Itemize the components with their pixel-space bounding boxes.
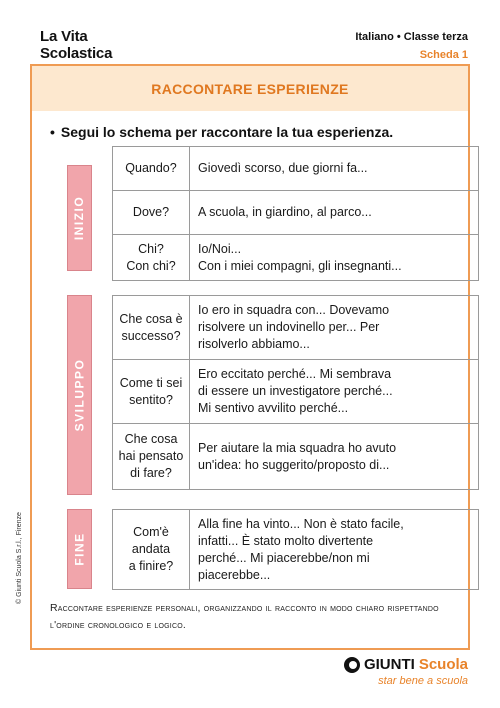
question-line: Com'è: [133, 525, 169, 539]
answer-cell: [190, 424, 479, 490]
question-line: Quando?: [125, 161, 177, 175]
brand-name: [344, 656, 468, 673]
logo-line-1: La Vita: [40, 28, 88, 45]
bullet-icon: •: [50, 124, 55, 140]
answer-line: A scuola, in giardino, al parco...: [198, 205, 372, 219]
answer-cell: [190, 191, 479, 235]
section-label-text: SVILUPPO: [72, 358, 87, 432]
answer-line: Giovedì scorso, due giorni fa...: [198, 161, 368, 175]
question-line: Chi?: [138, 241, 164, 256]
table-row: [113, 235, 479, 281]
table-row: [113, 191, 479, 235]
answer-line: di essere un investigatore perché...: [198, 384, 393, 398]
question-line: Come ti sei: [119, 375, 183, 390]
instruction: [50, 124, 393, 140]
brand-name-part1: GIUNTI: [363, 656, 415, 673]
section-label-fine: [67, 509, 92, 589]
learning-objective: Raccontare esperienze personali, organizzando il racconto in modo chiaro rispettando l'ordine cronologico e logico.: [50, 602, 439, 631]
copyright: © Giunti Scuola S.r.l., Firenze: [16, 512, 23, 604]
worksheet-title: RACCONTARE ESPERIENZE: [151, 80, 349, 97]
instruction-text: Segui lo schema per raccontare la tua esperienza.: [60, 124, 394, 140]
question-line: Che cosa: [124, 432, 178, 446]
answer-line: perché... Mi piacerebbe/non mi: [198, 550, 370, 565]
question-line: successo?: [121, 328, 181, 343]
answer-line: piacerebbe...: [198, 567, 271, 582]
section-label-text: INIZIO: [72, 195, 87, 241]
answer-cell: [190, 296, 479, 360]
table-row: [113, 510, 479, 590]
title-band: [32, 66, 468, 111]
brand-slogan: star bene a scuola: [378, 675, 468, 687]
section-label-text: FINE: [72, 532, 87, 566]
magazine-logo: [40, 28, 112, 62]
answer-line: Per aiutare la mia squadra ho avuto: [198, 440, 397, 455]
subject-label: Italiano • Classe terza: [355, 31, 468, 43]
answer-line: Io/Noi...: [198, 241, 242, 256]
answer-cell: [190, 510, 479, 590]
section-table-sviluppo: [112, 295, 479, 490]
table-row: [113, 360, 479, 424]
answer-line: Con i miei compagni, gli insegnanti...: [198, 258, 402, 273]
question-cell: [113, 360, 190, 424]
question-line: andata: [131, 542, 171, 556]
table-row: [113, 296, 479, 360]
answer-line: infatti... È stato molto divertente: [198, 533, 374, 548]
answer-line: Io ero in squadra con... Dovevamo: [198, 303, 390, 317]
answer-line: un'idea: ho suggerito/proposto di...: [198, 457, 390, 472]
section-label-sviluppo: [67, 295, 92, 495]
publisher-brand: [344, 656, 468, 687]
answer-cell: [190, 147, 479, 191]
brand-name-part2: Scuola: [418, 656, 468, 673]
question-line: Dove?: [132, 205, 170, 219]
answer-cell: [190, 235, 479, 281]
question-line: Che cosa è: [119, 311, 183, 326]
question-line: hai pensato: [118, 449, 184, 463]
question-line: Con chi?: [126, 258, 176, 273]
logo-line-2: Scolastica: [40, 45, 113, 62]
question-line: a finire?: [128, 559, 174, 573]
question-cell: [113, 235, 190, 281]
answer-line: Ero eccitato perché... Mi sembrava: [198, 367, 392, 381]
subject-info: [355, 28, 468, 64]
question-cell: [113, 424, 190, 490]
question-cell: [113, 296, 190, 360]
section-label-inizio: [67, 165, 92, 271]
section-table-fine: [112, 509, 479, 590]
question-cell: [113, 510, 190, 590]
table-row: [113, 424, 479, 490]
sheet-label: Scheda 1: [419, 49, 468, 61]
question-line: sentito?: [129, 392, 173, 407]
answer-line: risolvere un indovinello per... Per: [198, 320, 380, 334]
table-row: [113, 147, 479, 191]
question-cell: [113, 191, 190, 235]
section-table-inizio: [112, 146, 479, 281]
answer-line: Mi sentivo avvilito perché...: [198, 401, 349, 415]
answer-line: Alla fine ha vinto... Non è stato facile,: [198, 516, 404, 531]
question-cell: [113, 147, 190, 191]
question-line: di fare?: [130, 466, 172, 480]
worksheet-frame: [30, 64, 470, 650]
giunti-logo-icon: [344, 657, 360, 673]
answer-cell: [190, 360, 479, 424]
answer-line: risolverlo abbiamo...: [198, 337, 310, 351]
